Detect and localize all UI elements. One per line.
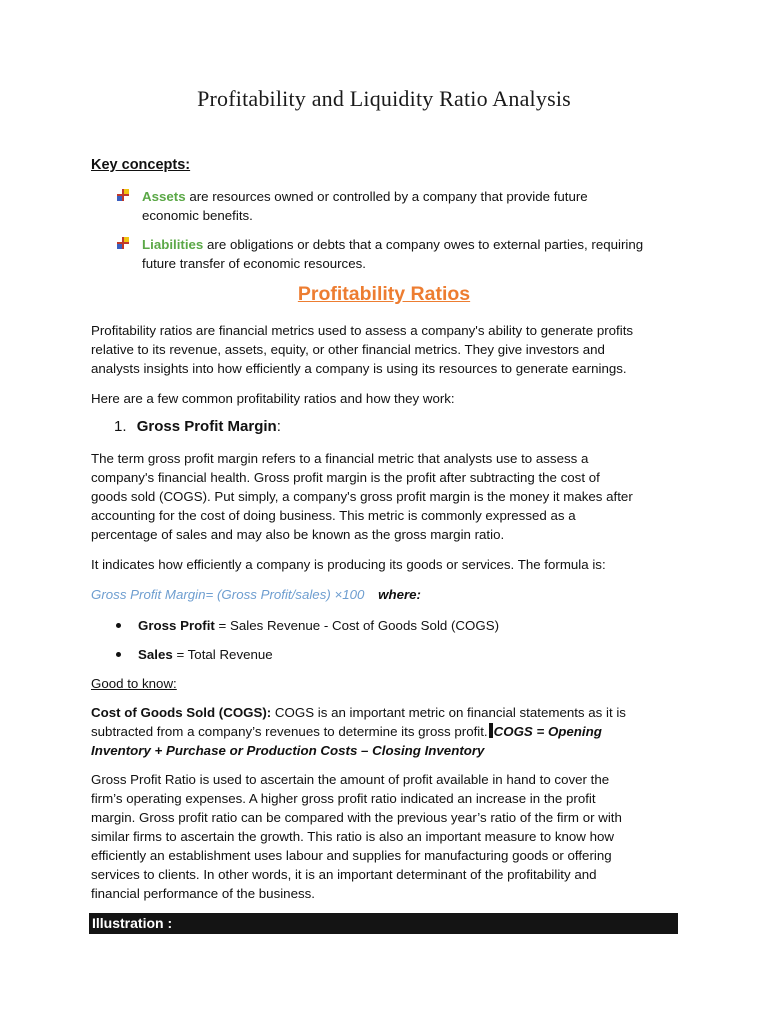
bullet-sales	[138, 645, 273, 664]
definition-line: percentage of sales and may also be known as the gross margin ratio.	[91, 527, 505, 542]
concept-term: Assets	[142, 189, 186, 204]
bullet-gross-profit	[138, 616, 499, 635]
cogs-line	[91, 722, 602, 741]
section-heading-profitability: Profitability Ratios	[297, 283, 471, 305]
heading-text: Gross Profit Margin	[136, 418, 277, 435]
text-cursor-icon	[489, 723, 493, 738]
good-to-know-heading: Good to know:	[91, 676, 177, 691]
bullet-term: Sales	[138, 647, 173, 662]
heading-suffix: :	[276, 418, 281, 435]
ornamental-cross-icon	[116, 236, 130, 250]
cogs-line	[91, 703, 626, 722]
concept-item-assets	[142, 187, 588, 206]
formula-text: Gross Profit Margin= (Gross Profit/sales) ×100	[91, 587, 365, 602]
concept-text: are obligations or debts that a company owes to external parties, requiring	[203, 237, 644, 252]
bullet-text: = Sales Revenue - Cost of Goods Sold (COGS)	[214, 618, 500, 633]
key-concepts-heading: Key concepts:	[91, 157, 191, 173]
formula-where: where:	[378, 587, 421, 602]
formula-intro: It indicates how efficiently a company is producing its goods or services. The formula is:	[91, 557, 606, 572]
ratio-line: financial performance of the business.	[91, 886, 315, 901]
bullet-dot-icon	[116, 652, 121, 657]
list-number: 1.	[114, 418, 127, 435]
concept-term: Liabilities	[142, 237, 204, 252]
lead-in-text: Here are a few common profitability ratios and how they work:	[91, 391, 455, 406]
bullet-dot-icon	[116, 623, 121, 628]
ratio-line: margin. Gross profit ratio can be compared with the previous year’s ratio of the firm or with	[91, 810, 622, 825]
cogs-text: COGS is an important metric on financial statements as it is	[271, 705, 626, 720]
intro-line: Profitability ratios are financial metrics used to assess a company's ability to generate profits	[91, 323, 634, 338]
ratio-line: Gross Profit Ratio is used to ascertain the amount of profit available in hand to cover the	[91, 772, 610, 787]
gross-profit-margin-heading	[114, 418, 281, 435]
cogs-formula: COGS = Opening	[493, 724, 602, 739]
ratio-line: services to clients. In other words, it is an important determinant of the profitability and	[91, 867, 597, 882]
illustration-heading: Illustration :	[89, 913, 678, 934]
definition-line: accounting for the cost of doing business. This metric is commonly expressed as a	[91, 508, 576, 523]
intro-line: relative to its revenue, assets, equity, or other financial metrics. They give investors and	[91, 342, 605, 357]
concept-text: are resources owned or controlled by a company that provide future	[185, 189, 588, 204]
cogs-formula-cont	[91, 741, 484, 760]
concept-text-cont: economic benefits.	[142, 208, 253, 223]
concept-text-cont: future transfer of economic resources.	[142, 256, 366, 271]
concept-item-liabilities	[142, 235, 643, 254]
ratio-line: firm’s operating expenses. A higher gross profit ratio indicated an increase in the profit	[91, 791, 596, 806]
formula-line	[91, 585, 421, 604]
bullet-text: = Total Revenue	[172, 647, 273, 662]
definition-line: company's financial health. Gross profit margin is the profit after subtracting the cost of	[91, 470, 600, 485]
cogs-text: subtracted from a company’s revenues to determine its gross profit.	[91, 724, 488, 739]
definition-line: The term gross profit margin refers to a financial metric that analysts use to assess a	[91, 451, 589, 466]
intro-line: analysts insights into how efficiently a company is using its resources to generate earnings.	[91, 361, 627, 376]
ratio-line: similar firms to ascertain the growth. This ratio is also an important measure to know how	[91, 829, 614, 844]
cogs-formula: Inventory + Purchase or Production Costs – Closing Inventory	[91, 743, 485, 758]
bullet-term: Gross Profit	[138, 618, 215, 633]
ratio-line: efficiently an establishment uses labour and supplies for manufacturing goods or offering	[91, 848, 612, 863]
definition-line: goods sold (COGS). Put simply, a company's gross profit margin is the money it makes after	[91, 489, 633, 504]
page-title: Profitability and Liquidity Ratio Analysis	[197, 86, 571, 111]
ornamental-cross-icon	[116, 188, 130, 202]
cogs-term: Cost of Goods Sold (COGS):	[91, 705, 272, 720]
